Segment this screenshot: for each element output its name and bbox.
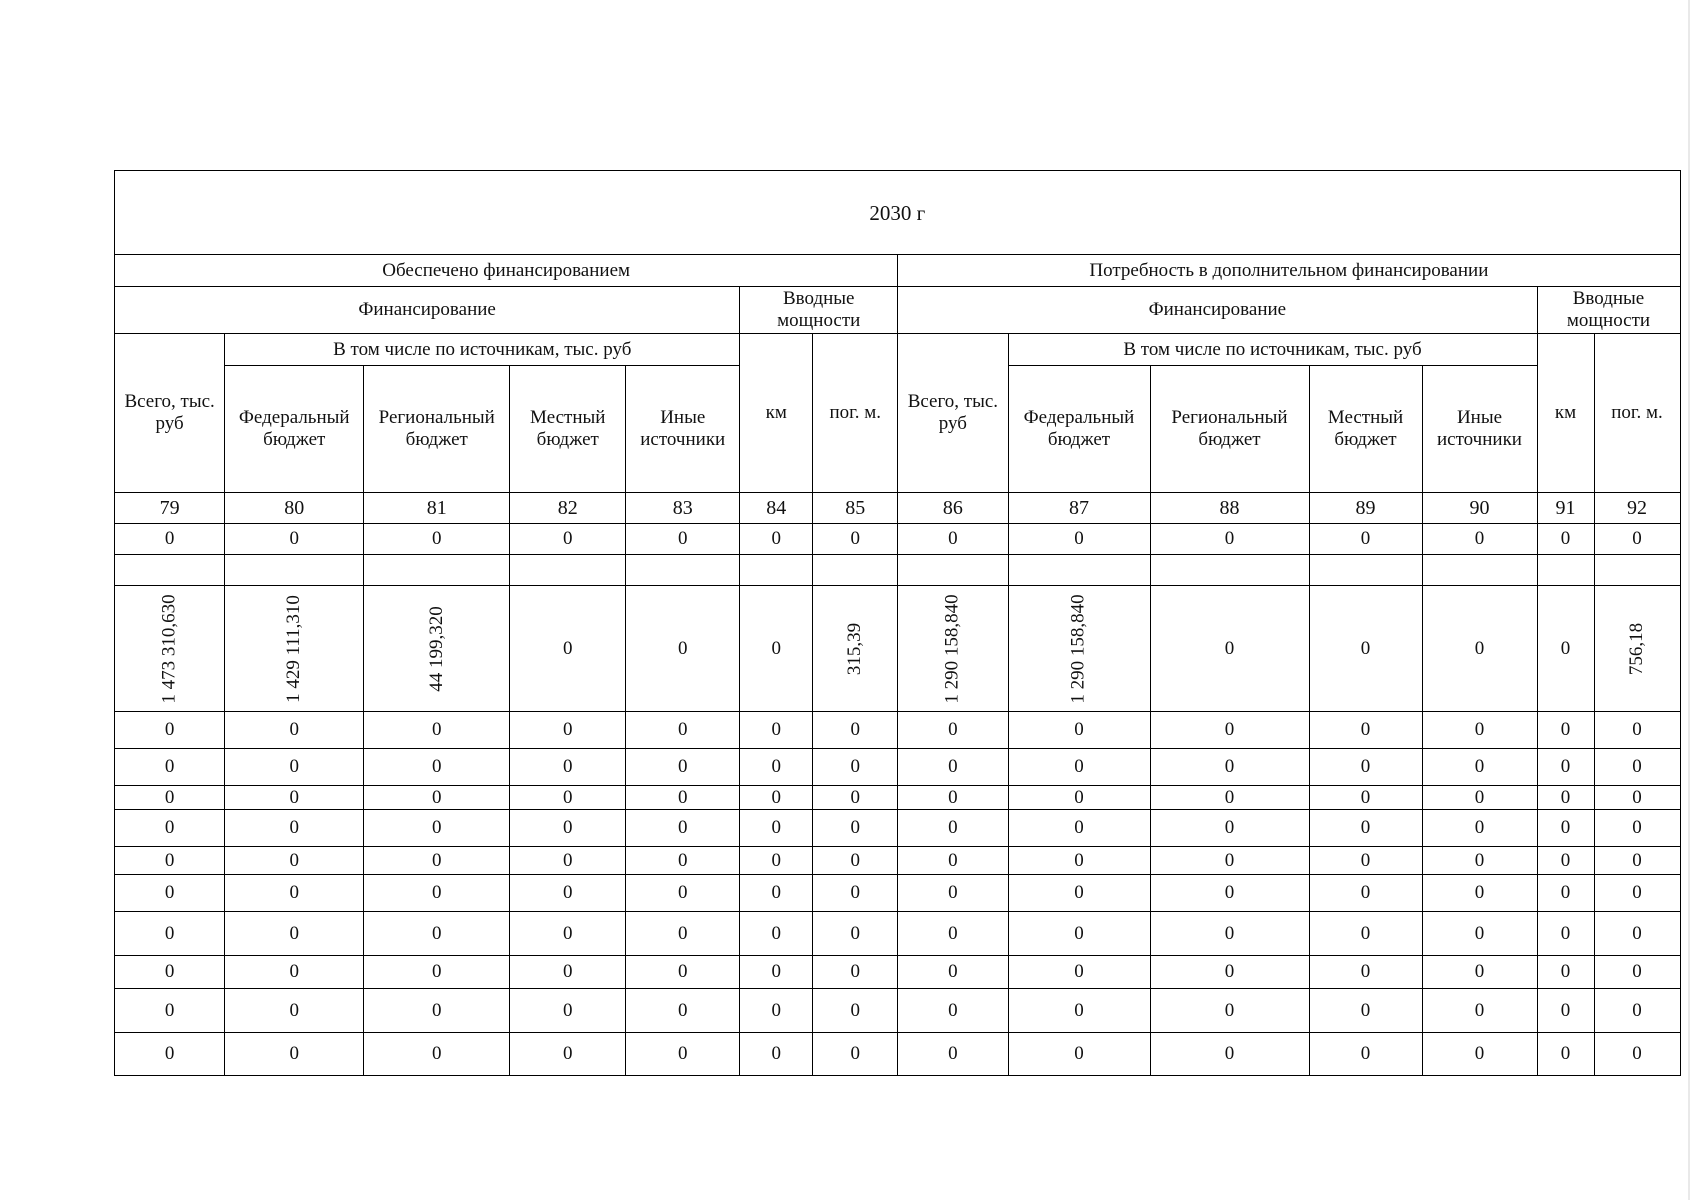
column-number-cell: 84 bbox=[740, 493, 813, 524]
table-cell: 0 bbox=[510, 875, 626, 912]
col-local-need: Местный бюджет bbox=[1309, 366, 1422, 493]
table-cell: 0 bbox=[510, 956, 626, 989]
financing-table bbox=[114, 170, 1681, 1076]
table-cell: 0 bbox=[225, 810, 364, 847]
table-cell: 0 bbox=[1422, 847, 1537, 875]
table-cell: 0 bbox=[115, 712, 225, 749]
table-cell: 0 bbox=[1422, 712, 1537, 749]
table-cell: 0 bbox=[364, 847, 510, 875]
table-cell: 0 bbox=[225, 712, 364, 749]
table-cell: 0 bbox=[898, 810, 1008, 847]
table-cell bbox=[1594, 586, 1680, 712]
table-cell: 0 bbox=[510, 749, 626, 786]
table-cell: 0 bbox=[1537, 875, 1594, 912]
table-cell: 0 bbox=[1422, 586, 1537, 712]
table-cell: 0 bbox=[1008, 810, 1150, 847]
table-cell bbox=[364, 555, 510, 586]
vertical-value: 756,18 bbox=[1626, 622, 1647, 675]
table-cell: 0 bbox=[1309, 749, 1422, 786]
table-cell: 0 bbox=[1309, 875, 1422, 912]
vertical-value: 315,39 bbox=[844, 622, 866, 675]
table-cell: 0 bbox=[1537, 524, 1594, 555]
vertical-value: 1 429 111,310 bbox=[283, 594, 305, 703]
table-cell: 0 bbox=[626, 956, 740, 989]
table-cell: 0 bbox=[813, 956, 898, 989]
table-cell: 0 bbox=[626, 810, 740, 847]
table-cell: 0 bbox=[626, 989, 740, 1033]
column-number-cell: 91 bbox=[1537, 493, 1594, 524]
table-cell: 0 bbox=[1008, 712, 1150, 749]
table-title: 2030 г bbox=[115, 171, 1681, 255]
table-cell: 0 bbox=[510, 847, 626, 875]
table-cell: 0 bbox=[115, 956, 225, 989]
table-cell: 0 bbox=[1008, 989, 1150, 1033]
table-cell: 0 bbox=[1537, 956, 1594, 989]
vertical-value: 44 199,320 bbox=[425, 605, 447, 692]
table-cell: 0 bbox=[1150, 1033, 1309, 1076]
vertical-value: 1 473 310,630 bbox=[158, 593, 180, 704]
table-row bbox=[115, 712, 1681, 749]
table-cell bbox=[1537, 555, 1594, 586]
table-cell bbox=[626, 555, 740, 586]
table-cell bbox=[898, 555, 1008, 586]
table-cell: 0 bbox=[740, 847, 813, 875]
group-secured: Обеспечено финансированием bbox=[115, 255, 898, 287]
table-cell: 0 bbox=[813, 524, 898, 555]
table-cell: 0 bbox=[1537, 847, 1594, 875]
table-cell bbox=[1008, 586, 1150, 712]
table-cell: 0 bbox=[115, 989, 225, 1033]
table-cell: 0 bbox=[1422, 1033, 1537, 1076]
table-cell bbox=[115, 586, 225, 712]
table-cell: 0 bbox=[813, 875, 898, 912]
table-cell: 0 bbox=[1537, 1033, 1594, 1076]
group-need: Потребность в дополнительном финансировании bbox=[898, 255, 1680, 287]
table-cell: 0 bbox=[813, 712, 898, 749]
table-cell: 0 bbox=[813, 749, 898, 786]
table-cell: 0 bbox=[1422, 989, 1537, 1033]
table-cell: 0 bbox=[364, 989, 510, 1033]
table-cell: 0 bbox=[115, 810, 225, 847]
table-cell: 0 bbox=[225, 1033, 364, 1076]
table-cell: 0 bbox=[813, 810, 898, 847]
table-cell: 0 bbox=[1594, 749, 1680, 786]
table-cell: 0 bbox=[1537, 989, 1594, 1033]
table-cell: 0 bbox=[1594, 712, 1680, 749]
table-row bbox=[115, 555, 1681, 586]
table-cell bbox=[1594, 555, 1680, 586]
column-number-cell: 83 bbox=[626, 493, 740, 524]
table-cell: 0 bbox=[1309, 912, 1422, 956]
table-cell: 0 bbox=[1150, 875, 1309, 912]
table-row bbox=[115, 786, 1681, 810]
table-cell: 0 bbox=[1537, 712, 1594, 749]
table-cell: 0 bbox=[1008, 524, 1150, 555]
table-cell: 0 bbox=[626, 847, 740, 875]
col-federal-secured: Федеральный бюджет bbox=[225, 366, 364, 493]
table-cell: 0 bbox=[225, 912, 364, 956]
table-cell: 0 bbox=[364, 712, 510, 749]
table-cell: 0 bbox=[898, 956, 1008, 989]
table-cell: 0 bbox=[740, 912, 813, 956]
table-cell: 0 bbox=[1422, 786, 1537, 810]
table-cell bbox=[1309, 555, 1422, 586]
subgroup-capacity-secured: Вводные мощности bbox=[740, 287, 898, 334]
table-cell: 0 bbox=[626, 524, 740, 555]
table-cell: 0 bbox=[1309, 810, 1422, 847]
table-cell: 0 bbox=[1309, 989, 1422, 1033]
table-row bbox=[115, 1033, 1681, 1076]
table-cell: 0 bbox=[898, 712, 1008, 749]
table-cell: 0 bbox=[740, 989, 813, 1033]
col-other-secured: Иные источники bbox=[626, 366, 740, 493]
table-cell: 0 bbox=[813, 786, 898, 810]
table-cell: 0 bbox=[364, 810, 510, 847]
col-km-secured: км bbox=[740, 334, 813, 493]
table-cell: 0 bbox=[1309, 956, 1422, 989]
table-cell: 0 bbox=[1008, 847, 1150, 875]
table-cell: 0 bbox=[626, 712, 740, 749]
table-cell: 0 bbox=[740, 956, 813, 989]
table-cell: 0 bbox=[898, 847, 1008, 875]
table-cell: 0 bbox=[1008, 1033, 1150, 1076]
table-cell: 0 bbox=[364, 875, 510, 912]
table-cell: 0 bbox=[225, 524, 364, 555]
table-cell: 0 bbox=[626, 912, 740, 956]
col-total-need: Всего, тыс. руб bbox=[898, 334, 1008, 493]
vertical-value: 1 290 158,840 bbox=[1068, 593, 1089, 704]
vertical-value: 1 290 158,840 bbox=[941, 593, 963, 704]
table-cell: 0 bbox=[1008, 786, 1150, 810]
column-number-cell: 90 bbox=[1422, 493, 1537, 524]
table-cell: 0 bbox=[1422, 524, 1537, 555]
table-cell: 0 bbox=[1309, 712, 1422, 749]
table-cell: 0 bbox=[740, 712, 813, 749]
subgroup-capacity-need: Вводные мощности bbox=[1537, 287, 1680, 334]
table-cell: 0 bbox=[364, 1033, 510, 1076]
table-cell: 0 bbox=[898, 912, 1008, 956]
table-cell: 0 bbox=[626, 1033, 740, 1076]
table-cell: 0 bbox=[1008, 912, 1150, 956]
table-cell: 0 bbox=[1150, 749, 1309, 786]
table-cell: 0 bbox=[1309, 524, 1422, 555]
table-cell: 0 bbox=[510, 586, 626, 712]
table-cell: 0 bbox=[1422, 749, 1537, 786]
table-cell: 0 bbox=[813, 989, 898, 1033]
table-cell: 0 bbox=[1594, 1033, 1680, 1076]
table-cell bbox=[813, 555, 898, 586]
table-cell: 0 bbox=[510, 989, 626, 1033]
table-cell: 0 bbox=[1594, 810, 1680, 847]
table-cell: 0 bbox=[1537, 810, 1594, 847]
col-pog-need: пог. м. bbox=[1594, 334, 1680, 493]
table-cell bbox=[364, 586, 510, 712]
table-cell: 0 bbox=[1309, 1033, 1422, 1076]
table-cell: 0 bbox=[898, 1033, 1008, 1076]
table-cell: 0 bbox=[740, 524, 813, 555]
table-cell: 0 bbox=[626, 786, 740, 810]
table-cell: 0 bbox=[1422, 875, 1537, 912]
table-cell: 0 bbox=[1537, 912, 1594, 956]
table-cell bbox=[510, 555, 626, 586]
column-number-cell: 81 bbox=[364, 493, 510, 524]
table-cell: 0 bbox=[1309, 847, 1422, 875]
column-number-cell: 82 bbox=[510, 493, 626, 524]
table-cell: 0 bbox=[898, 875, 1008, 912]
table-row bbox=[115, 956, 1681, 989]
subgroup-financing-need: Финансирование bbox=[898, 287, 1537, 334]
table-cell: 0 bbox=[1594, 524, 1680, 555]
table-cell: 0 bbox=[1150, 912, 1309, 956]
table-cell: 0 bbox=[1594, 786, 1680, 810]
table-row bbox=[115, 586, 1681, 712]
col-km-need: км bbox=[1537, 334, 1594, 493]
column-number-cell: 92 bbox=[1594, 493, 1680, 524]
col-federal-need: Федеральный бюджет bbox=[1008, 366, 1150, 493]
page-edge bbox=[1688, 0, 1690, 1200]
table-cell: 0 bbox=[115, 524, 225, 555]
table-cell bbox=[898, 586, 1008, 712]
table-cell bbox=[740, 555, 813, 586]
table-cell: 0 bbox=[225, 875, 364, 912]
column-number-row bbox=[115, 493, 1681, 524]
table-cell: 0 bbox=[115, 875, 225, 912]
table-cell: 0 bbox=[626, 586, 740, 712]
table-cell: 0 bbox=[1537, 786, 1594, 810]
table-cell: 0 bbox=[510, 524, 626, 555]
table-cell: 0 bbox=[1150, 712, 1309, 749]
table-cell: 0 bbox=[740, 1033, 813, 1076]
column-number-cell: 80 bbox=[225, 493, 364, 524]
table-cell: 0 bbox=[740, 810, 813, 847]
table-cell: 0 bbox=[510, 810, 626, 847]
table-cell bbox=[1008, 555, 1150, 586]
table-cell: 0 bbox=[1150, 847, 1309, 875]
table-cell: 0 bbox=[1422, 912, 1537, 956]
table-cell: 0 bbox=[225, 749, 364, 786]
table-cell: 0 bbox=[510, 786, 626, 810]
column-number-cell: 88 bbox=[1150, 493, 1309, 524]
table-cell: 0 bbox=[813, 912, 898, 956]
table-cell: 0 bbox=[115, 786, 225, 810]
table-cell: 0 bbox=[1008, 749, 1150, 786]
col-regional-need: Региональный бюджет bbox=[1150, 366, 1309, 493]
column-number-cell: 86 bbox=[898, 493, 1008, 524]
table-cell: 0 bbox=[1537, 586, 1594, 712]
column-number-cell: 79 bbox=[115, 493, 225, 524]
by-source-need: В том числе по источникам, тыс. руб bbox=[1008, 334, 1537, 366]
table-cell: 0 bbox=[1309, 786, 1422, 810]
table-cell bbox=[115, 555, 225, 586]
by-source-secured: В том числе по источникам, тыс. руб bbox=[225, 334, 740, 366]
table-cell: 0 bbox=[364, 749, 510, 786]
table-row bbox=[115, 875, 1681, 912]
table-cell: 0 bbox=[1594, 875, 1680, 912]
table-cell: 0 bbox=[1422, 956, 1537, 989]
table-cell bbox=[1150, 555, 1309, 586]
table-cell: 0 bbox=[1150, 786, 1309, 810]
table-cell: 0 bbox=[1008, 875, 1150, 912]
table-cell: 0 bbox=[1594, 989, 1680, 1033]
table-cell: 0 bbox=[364, 786, 510, 810]
table-cell: 0 bbox=[115, 912, 225, 956]
table-cell: 0 bbox=[1594, 912, 1680, 956]
table-cell: 0 bbox=[626, 875, 740, 912]
table-cell: 0 bbox=[740, 875, 813, 912]
table-cell: 0 bbox=[510, 1033, 626, 1076]
table-row bbox=[115, 749, 1681, 786]
table-cell: 0 bbox=[898, 524, 1008, 555]
table-row bbox=[115, 524, 1681, 555]
table-row bbox=[115, 989, 1681, 1033]
table-cell: 0 bbox=[1150, 524, 1309, 555]
table-row bbox=[115, 847, 1681, 875]
table-cell: 0 bbox=[813, 1033, 898, 1076]
table-cell: 0 bbox=[1150, 956, 1309, 989]
table-cell: 0 bbox=[1594, 847, 1680, 875]
table-cell: 0 bbox=[364, 912, 510, 956]
table-cell: 0 bbox=[626, 749, 740, 786]
table-cell: 0 bbox=[740, 586, 813, 712]
table-cell: 0 bbox=[115, 749, 225, 786]
table-cell: 0 bbox=[1537, 749, 1594, 786]
table-cell: 0 bbox=[740, 786, 813, 810]
table-cell: 0 bbox=[510, 712, 626, 749]
col-regional-secured: Региональный бюджет bbox=[364, 366, 510, 493]
table-cell: 0 bbox=[1594, 956, 1680, 989]
table-row bbox=[115, 912, 1681, 956]
table-cell: 0 bbox=[225, 956, 364, 989]
table-cell: 0 bbox=[364, 524, 510, 555]
table-cell: 0 bbox=[510, 912, 626, 956]
table-cell: 0 bbox=[1150, 586, 1309, 712]
table-cell: 0 bbox=[225, 847, 364, 875]
table-cell bbox=[225, 555, 364, 586]
table-cell bbox=[1422, 555, 1537, 586]
col-other-need: Иные источники bbox=[1422, 366, 1537, 493]
table-cell bbox=[813, 586, 898, 712]
table-cell bbox=[225, 586, 364, 712]
column-number-cell: 85 bbox=[813, 493, 898, 524]
table-cell: 0 bbox=[225, 989, 364, 1033]
table-cell: 0 bbox=[115, 847, 225, 875]
table-cell: 0 bbox=[740, 749, 813, 786]
subgroup-financing-secured: Финансирование bbox=[115, 287, 740, 334]
column-number-cell: 89 bbox=[1309, 493, 1422, 524]
table-cell: 0 bbox=[898, 989, 1008, 1033]
table-cell: 0 bbox=[225, 786, 364, 810]
column-number-cell: 87 bbox=[1008, 493, 1150, 524]
col-local-secured: Местный бюджет bbox=[510, 366, 626, 493]
col-total-secured: Всего, тыс. руб bbox=[115, 334, 225, 493]
table-cell: 0 bbox=[364, 956, 510, 989]
table-row bbox=[115, 810, 1681, 847]
table-cell: 0 bbox=[1309, 586, 1422, 712]
col-pog-secured: пог. м. bbox=[813, 334, 898, 493]
table-cell: 0 bbox=[898, 786, 1008, 810]
table-cell: 0 bbox=[115, 1033, 225, 1076]
table-cell: 0 bbox=[1150, 989, 1309, 1033]
table-cell: 0 bbox=[1150, 810, 1309, 847]
table-cell: 0 bbox=[1422, 810, 1537, 847]
table-cell: 0 bbox=[1008, 956, 1150, 989]
table-cell: 0 bbox=[898, 749, 1008, 786]
table-cell: 0 bbox=[813, 847, 898, 875]
